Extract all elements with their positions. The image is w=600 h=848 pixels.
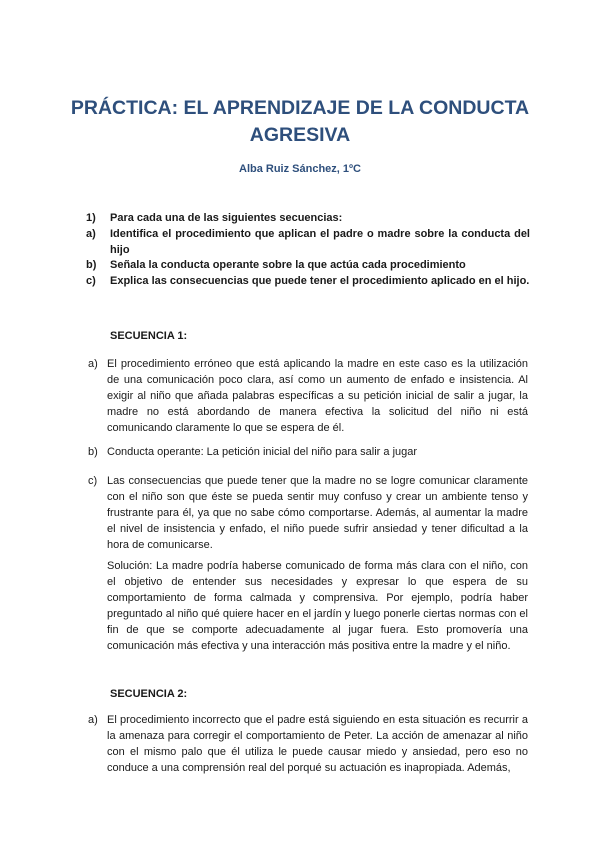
question-marker: b): [86, 259, 97, 272]
sequence-1-answer-a: [88, 357, 528, 437]
answer-marker: a): [88, 358, 98, 370]
question-item: [86, 258, 530, 274]
answer-marker: c): [88, 475, 98, 487]
author-line: Alba Ruiz Sánchez, 1ºC: [239, 163, 361, 175]
questions-list: [86, 211, 530, 290]
question-item: [86, 227, 530, 259]
sequence-1-answer-c: [88, 474, 528, 554]
answer-text: El procedimiento erróneo que está aplicando la madre en este caso es la utilización de una comunicación poco clara, así como un aumento de enfado e insistencia. Al exigir al niño que añada palabras específicas a su petición inicial de salir a jugar, la madre no está abordando de manera efectiva la solicitud del niño ni está comunicando claramente lo que se espera de él.: [107, 358, 528, 434]
sequence-2-heading: SECUENCIA 2:: [110, 688, 188, 700]
answer-text: El procedimiento incorrecto que el padre está siguiendo en esta situación es recurrir a la amenaza para corregir el comportamiento de Peter. La acción de amenazar al niño con el mismo palo que él utiliza le puede causar miedo y ansiedad, pero eso no conduce a una comprensión real del porqué su actuación es inapropiada. Además,: [107, 714, 528, 774]
question-text: Para cada una de las siguientes secuencias:: [110, 212, 343, 224]
question-text: Explica las consecuencias que puede tener el procedimiento aplicado en el hijo.: [110, 275, 530, 288]
answer-marker: a): [88, 714, 98, 726]
document-title: PRÁCTICA: EL APRENDIZAJE DE LA CONDUCTA AGRESIVA: [70, 97, 530, 146]
question-text: Identifica el procedimiento que aplican el padre o madre sobre la conducta del hijo: [110, 227, 530, 256]
question-marker: c): [86, 275, 96, 288]
sequence-1-solution: Solución: La madre podría haberse comunicado de forma más clara con el niño, con el objetivo de entender sus necesidades y expresar lo que espera de su comportamiento de forma calmada y comprensiva. Por ejemplo, podría haber preguntado al niño qué quiere hacer en el jardín y luego ponerle ciertas normas con el fin de que se comporte adecuadamente al jugar fuera. Esto promovería una comunicación más efectiva y una interacción más positiva entre la madre y el niño.: [107, 560, 528, 652]
question-marker: 1): [86, 212, 96, 224]
question-marker: a): [86, 227, 96, 240]
sequence-1-heading: SECUENCIA 1:: [110, 330, 188, 342]
sequence-1-answer-b: [88, 445, 528, 461]
sequence-2-answer-a: [88, 713, 528, 777]
answer-text: Conducta operante: La petición inicial del niño para salir a jugar: [107, 446, 418, 458]
question-item: [86, 211, 530, 227]
answer-marker: b): [88, 446, 98, 458]
question-text: Señala la conducta operante sobre la que actúa cada procedimiento: [110, 259, 466, 272]
question-item: [86, 274, 530, 290]
answer-text: Las consecuencias que puede tener que la madre no se logre comunicar claramente con el niño son que éste se pueda sentir muy confuso y crear un ambiente tenso y frustrante para él, ya que no sabe cómo comportarse. Además, al aumentar la madre el nivel de insistencia y enfado, el niño puede sufrir ansiedad y tener dificultad a la hora de comunicarse.: [107, 475, 528, 551]
